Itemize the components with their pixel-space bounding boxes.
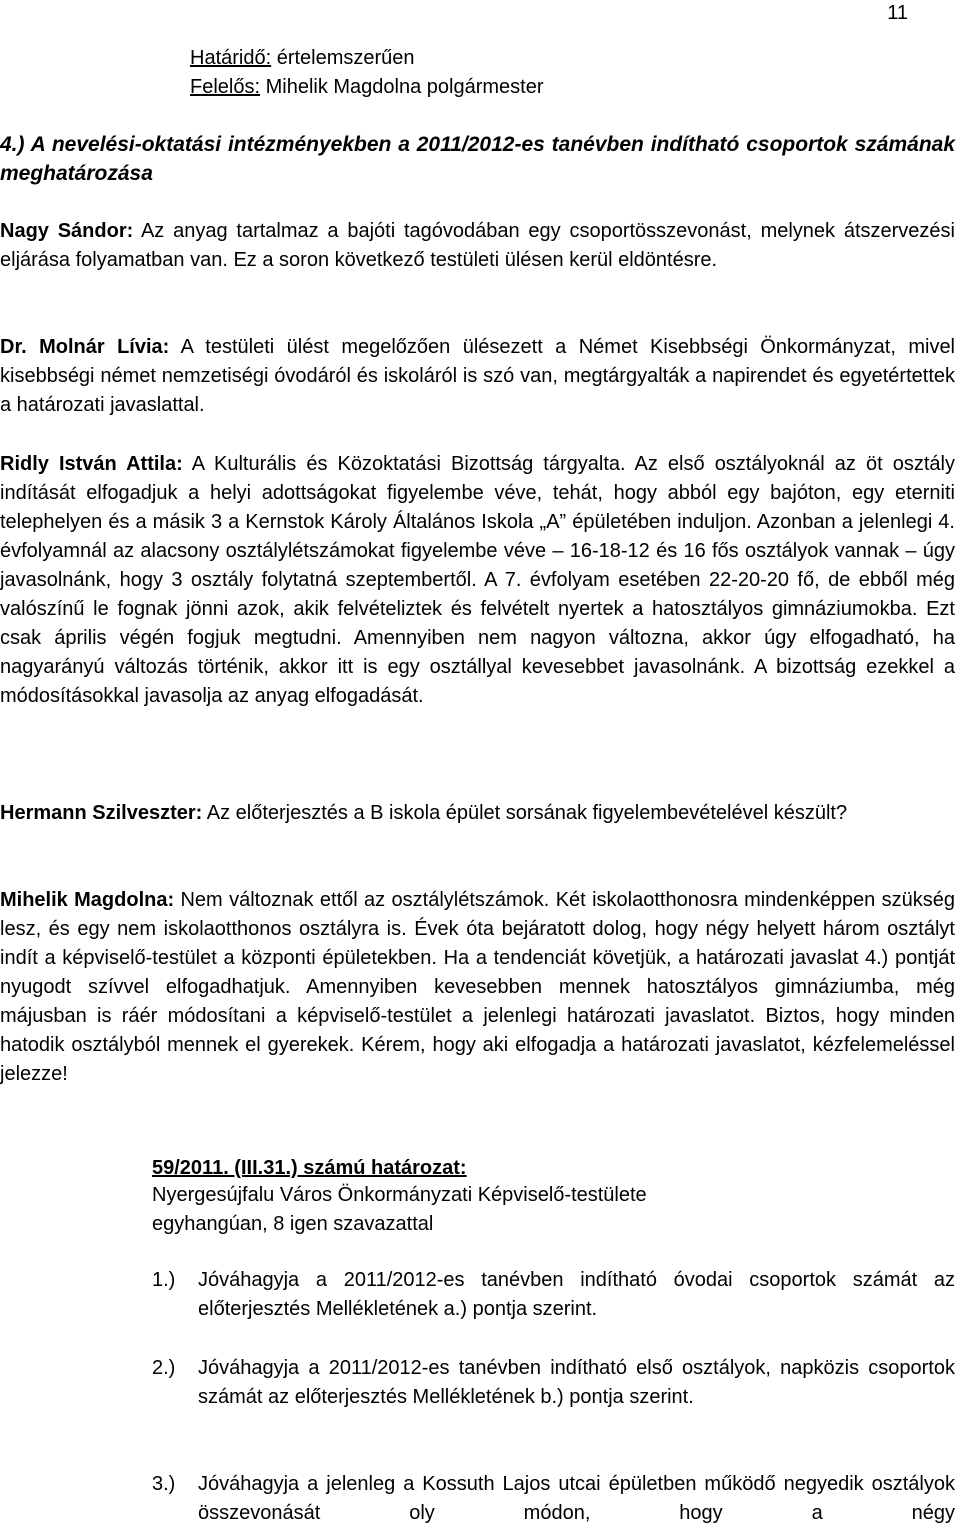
deadline-label: Határidő: bbox=[190, 47, 272, 69]
responsible-line bbox=[190, 73, 544, 102]
paragraph-hermann-szilveszter bbox=[0, 799, 955, 828]
paragraph-text: Az előterjesztés a B iskola épület sorsának figyelembevételével készült? bbox=[202, 802, 848, 824]
item-number: 3.) bbox=[152, 1473, 176, 1495]
paragraph-nagy-sandor bbox=[0, 217, 955, 275]
resolution-vote: egyhangúan, 8 igen szavazattal bbox=[152, 1213, 434, 1235]
item-text: Jóváhagyja a 2011/2012-es tanévben indítható első osztályok, napközis csoportok számát az előterjesztés Mellékletének b.) pontja szerint. bbox=[198, 1357, 955, 1408]
responsible-value: Mihelik Magdolna polgármester bbox=[260, 76, 544, 98]
item-text: Jóváhagyja a jelenleg a Kossuth Lajos utcai épületben működő negyedik osztályok összevonását oly módon, hogy a négy bbox=[198, 1473, 955, 1524]
section-title: 4.) A nevelési-oktatási intézményekben a 2011/2012-es tanévben indítható csoportok számának meghatározása bbox=[0, 133, 955, 185]
speaker-name: Nagy Sándor: bbox=[0, 220, 134, 242]
resolution-body bbox=[152, 1181, 647, 1239]
paragraph-text: Nem változnak ettől az osztálylétszámok. Két iskolaotthonosra mindenképpen szükség lesz, és egy nem iskolaotthonos osztályra is. Évek óta bejáratott dolog, hogy négy helyett három osztályt indít a képviselő-testület a központi épületekben. Ha a tendenciát követjük, a határozati javaslat 4.) pontját nyugodt szívvel elfogadhatjuk. Amennyiben kevesebben mennek hatosztályos gimnáziumba, még májusban is ráér módosítani a képviselő-testület a jelenlegi határozati javaslatot. Biztos, hogy minden hatodik osztályból mennek el gyerekek. Kérem, hogy aki elfogadja a határozati javaslatot, kézfelemeléssel jelezze! bbox=[0, 889, 956, 1085]
resolution-issuer: Nyergesújfalu Város Önkormányzati Képviselő-testülete bbox=[152, 1184, 647, 1206]
resolution-item bbox=[152, 1354, 955, 1412]
speaker-name: Mihelik Magdolna: bbox=[0, 889, 175, 911]
resolution-item bbox=[152, 1470, 955, 1528]
item-text: Jóváhagyja a 2011/2012-es tanévben indítható óvodai csoportok számát az előterjesztés Mellékletének a.) pontja szerint. bbox=[198, 1269, 955, 1320]
paragraph-molnar-livia bbox=[0, 333, 955, 420]
resolution-title: 59/2011. (III.31.) számú határozat: bbox=[152, 1157, 467, 1179]
paragraph-text: A Kulturális és Közoktatási Bizottság tárgyalta. Az első osztályoknál az öt osztály indítását elfogadjuk a helyi adottságokat figyelembe véve, tehát, hogy abból egy bajóton, egy eterniti telephelyen és a másik 3 a Kernstok Károly Általános Iskola „A” épületében induljon. Azonban a jelenlegi 4. évfolyamnál az alacsony osztálylétszámokat figyelembe véve – 16-18-12 és 16 fős osztályok vannak – úgy javasolnánk, hogy 3 osztály folytatná szeptembertől. A 7. évfolyam esetében 22-20-20 fő, de ebből még valószínű le fognak jönni azok, akik felvételiztek és felvételt nyertek a hatosztályos gimnáziumokba. Ezt csak április végén fogjuk megtudni. Amennyiben nem nagyon változna, akkor úgy elfogadható, ha nagyarányú változás történik, akkor itt is egy osztállyal kevesebbet javasolnánk. A bizottság ezekkel a módosításokkal javasolja az anyag elfogadását. bbox=[0, 453, 955, 707]
paragraph-mihelik-magdolna bbox=[0, 886, 955, 1089]
item-number: 2.) bbox=[152, 1357, 176, 1379]
speaker-name: Hermann Szilveszter: bbox=[0, 802, 203, 824]
paragraph-text: A testületi ülést megelőzően ülésezett a Német Kisebbségi Önkormányzat, mivel kisebbségi német nemzetiségi óvodáról és iskoláról is szó van, megtárgyalták a napirendet és egyetértettek a határozati javaslattal. bbox=[0, 336, 956, 416]
header-block bbox=[190, 44, 544, 102]
deadline-line bbox=[190, 44, 544, 73]
resolution-item bbox=[152, 1266, 955, 1324]
item-number: 1.) bbox=[152, 1269, 176, 1291]
paragraph-ridly-istvan bbox=[0, 450, 955, 711]
responsible-label: Felelős: bbox=[190, 76, 261, 98]
speaker-name: Dr. Molnár Lívia: bbox=[0, 336, 170, 358]
paragraph-text: Az anyag tartalmaz a bajóti tagóvodában egy csoportösszevonást, melynek átszervezési eljárása folyamatban van. Ez a soron következő testületi ülésen kerül eldöntésre. bbox=[0, 220, 955, 271]
page-number: 11 bbox=[887, 2, 908, 24]
speaker-name: Ridly István Attila: bbox=[0, 453, 183, 475]
deadline-value: értelemszerűen bbox=[271, 47, 415, 69]
